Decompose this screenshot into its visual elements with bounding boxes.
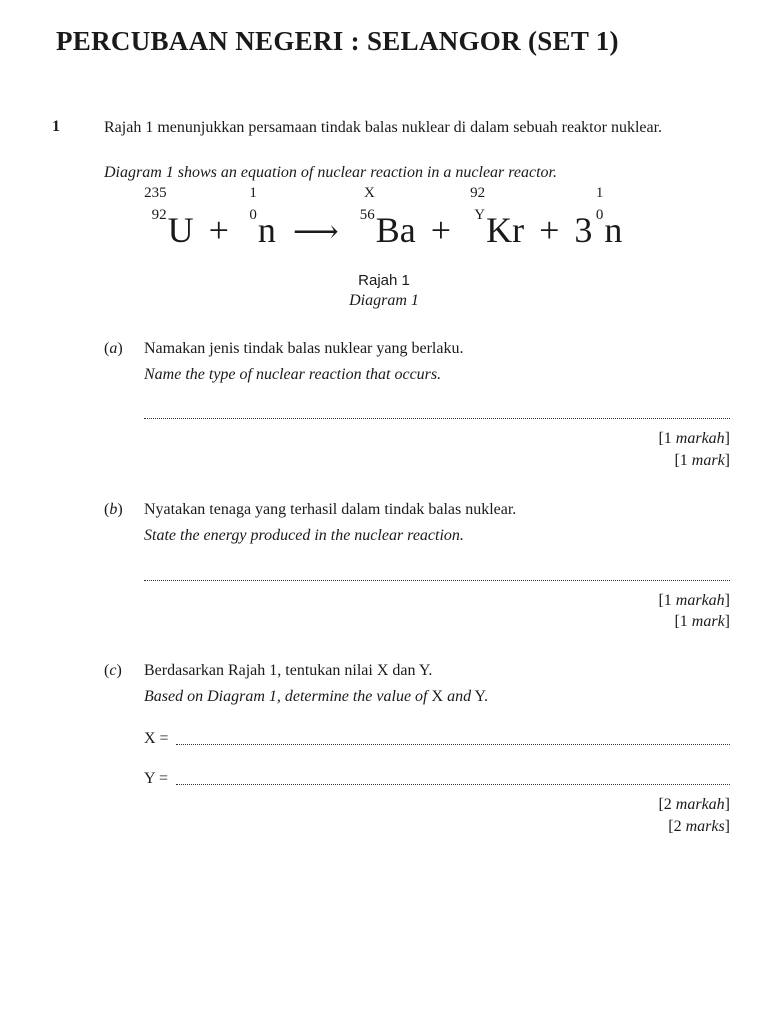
- krypton-nuclide: [466, 185, 525, 260]
- reaction-arrow: ⟶: [292, 213, 339, 249]
- uranium-mass-number: 235: [144, 185, 167, 201]
- uranium-atomic-number: 92: [151, 207, 167, 223]
- part-c-question-malay: Berdasarkan Rajah 1, tentukan nilai X dan Y.: [144, 662, 433, 679]
- krypton-atomic-number: Y: [474, 207, 486, 223]
- part-b-question-malay: Nyatakan tenaga yang terhasil dalam tindak balas nuklear.: [144, 501, 517, 518]
- neutron-in-atomic-number: 0: [249, 207, 257, 223]
- part-a-marks-english: [1 mark]: [674, 452, 730, 469]
- part-a-question-english: Name the type of nuclear reaction that occurs.: [144, 366, 442, 383]
- page-title: PERCUBAAN NEGERI : SELANGOR (SET 1): [56, 26, 619, 56]
- neutron-in-symbol: n: [257, 210, 276, 250]
- uranium-symbol: U: [167, 210, 194, 250]
- part-c-letter: (c): [104, 662, 122, 679]
- barium-mass-number: X: [363, 185, 375, 201]
- part-b-marks-english: [1 mark]: [674, 613, 730, 630]
- krypton-symbol: Kr: [486, 210, 525, 250]
- part-b-question-english: State the energy produced in the nuclear reaction.: [144, 527, 464, 544]
- question-number: 1: [52, 118, 60, 135]
- barium-symbol: Ba: [375, 210, 416, 250]
- neutron-out-coefficient: 3: [574, 210, 593, 250]
- neutron-out-nuclide: [574, 185, 623, 260]
- neutron-out-atomic-number: 0: [595, 207, 604, 223]
- part-a-marks-malay: [1 markah]: [658, 430, 730, 447]
- part-c-marks-malay: [2 markah]: [658, 796, 730, 813]
- part-c-marks-english: [2 marks]: [668, 818, 730, 835]
- plus-sign: +: [208, 210, 229, 250]
- part-c-question-english: Based on Diagram 1, determine the value of X and Y.: [144, 688, 488, 705]
- neutron-out-mass-number: 1: [595, 185, 604, 201]
- question-stem-english: Diagram 1 shows an equation of nuclear reaction in a nuclear reactor.: [104, 164, 557, 181]
- diagram-label-malay: Rajah 1: [358, 272, 410, 289]
- neutron-in-mass-number: 1: [249, 185, 257, 201]
- question-stem-malay: Rajah 1 menunjukkan persamaan tindak balas nuklear di dalam sebuah reaktor nuklear.: [104, 119, 663, 136]
- part-a-answer-line[interactable]: [144, 418, 730, 419]
- uranium-nuclide: [144, 185, 194, 260]
- nuclear-equation: [0, 185, 768, 261]
- part-b-letter: (b): [104, 501, 123, 518]
- part-b-answer-line[interactable]: [144, 580, 730, 581]
- barium-atomic-number: 56: [359, 207, 375, 223]
- diagram-label-english: Diagram 1: [349, 292, 419, 309]
- x-value-answer-line[interactable]: [176, 744, 730, 745]
- part-a-question-malay: Namakan jenis tindak balas nuklear yang berlaku.: [144, 340, 464, 357]
- krypton-mass-number: 92: [470, 185, 486, 201]
- part-a-letter: (a): [104, 340, 123, 357]
- plus-sign: +: [539, 210, 560, 250]
- y-value-label: Y =: [144, 770, 168, 787]
- y-value-answer-line[interactable]: [176, 784, 730, 785]
- part-b-marks-malay: [1 markah]: [658, 592, 730, 609]
- neutron-out-symbol: n: [604, 210, 623, 250]
- x-value-label: X =: [144, 730, 169, 747]
- neutron-in-nuclide: [244, 185, 276, 260]
- barium-nuclide: [356, 185, 416, 260]
- plus-sign: +: [430, 210, 452, 250]
